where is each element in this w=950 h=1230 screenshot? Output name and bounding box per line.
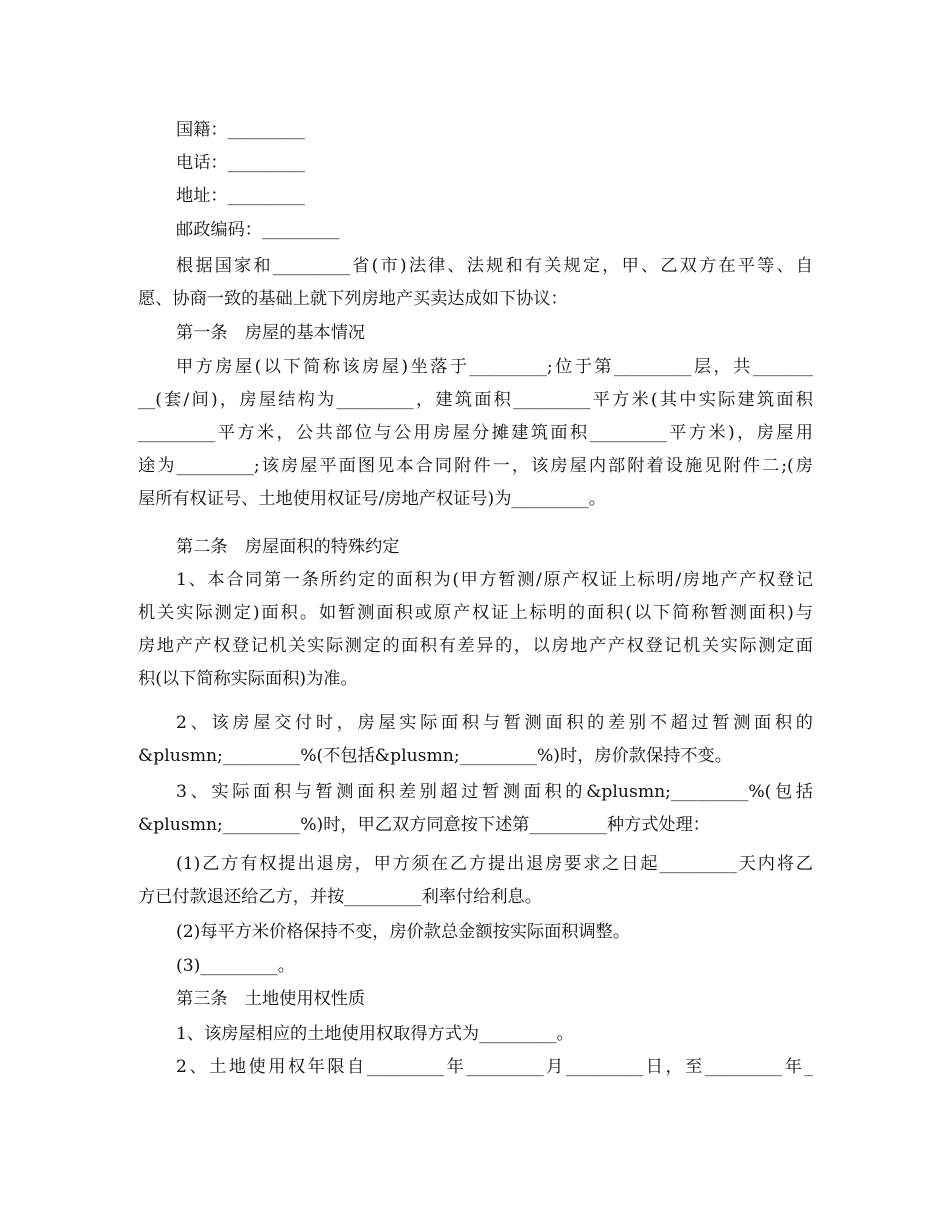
text-line: 愿、协商一致的基础上就下列房地产买卖达成如下协议：: [138, 289, 568, 309]
text-line: 3、实际面积与暂测面积差别超过暂测面积的&plusmn;_________%(包括: [176, 782, 813, 802]
option-1: [138, 848, 813, 914]
text-line: 第一条 房屋的基本情况: [176, 323, 366, 343]
option-3: [138, 950, 813, 983]
text-line: 根据国家和_________省(市)法律、法规和有关规定，甲、乙双方在平等、自: [176, 256, 813, 276]
text-line: 房地产产权登记机关实际测定的面积有差异的，以房地产产权登记机关实际测定面: [138, 636, 813, 656]
article-2-heading: [138, 531, 813, 564]
article-2-clause-2: [138, 707, 813, 773]
text-line: 屋所有权证号、土地使用权证号/房地产权证号)为_________。: [138, 489, 606, 509]
article-3-clause-1: [138, 1018, 813, 1051]
text-line: (2)每平方米价格保持不变，房价款总金额按实际面积调整。: [176, 922, 631, 942]
article-3-heading: [138, 983, 813, 1016]
article-3-clause-2: [138, 1051, 813, 1084]
text-line: &plusmn;_________%)时，甲乙双方同意按下述第_________种方式处理：: [138, 815, 710, 835]
text-line: 第三条 土地使用权性质: [176, 989, 366, 1009]
text-line: 途为_________;该房屋平面图见本合同附件一，该房屋内部附着设施见附件二;(房: [138, 456, 813, 476]
text-line: (3)_________。: [176, 956, 295, 976]
text-line: 电话：_________: [176, 153, 305, 173]
article-2-clause-3: [138, 776, 813, 842]
text-line: 2、该房屋交付时，房屋实际面积与暂测面积的差别不超过暂测面积的: [176, 713, 813, 733]
text-line: __(套/间)，房屋结构为_________，建筑面积_________平方米(其中实际建筑面积: [138, 390, 813, 410]
agreement-preamble: [138, 250, 813, 316]
text-line: (1)乙方有权提出退房，甲方须在乙方提出退房要求之日起_________天内将乙: [176, 854, 813, 874]
option-2: [138, 916, 813, 949]
nationality-field: [138, 114, 813, 147]
text-line: 国籍：_________: [176, 120, 305, 140]
article-1-body: [138, 351, 813, 516]
article-2-clause-1: [138, 564, 813, 696]
text-line: &plusmn;_________%(不包括&plusmn;_________%)时，房价款保持不变。: [138, 746, 732, 766]
text-line: 第二条 房屋面积的特殊约定: [176, 537, 400, 557]
text-line: 甲方房屋(以下简称该房屋)坐落于_________;位于第_________层，共_______: [176, 357, 813, 377]
text-line: 邮政编码：_________: [176, 220, 340, 240]
text-line: _________平方米，公共部位与公用房屋分摊建筑面积_________平方米)，房屋用: [138, 423, 813, 443]
text-line: 机关实际测定)面积。如暂测面积或原产权证上标明的面积(以下简称暂测面积)与: [138, 603, 813, 623]
text-line: 2、土地使用权年限自_________年_________月_________日，至_________年_: [176, 1057, 813, 1077]
address-field: [138, 180, 813, 213]
postal-code-field: [138, 214, 813, 247]
phone-field: [138, 147, 813, 180]
text-line: 积(以下简称实际面积)为准。: [138, 669, 358, 689]
text-line: 1、本合同第一条所约定的面积为(甲方暂测/原产权证上标明/房地产产权登记: [176, 570, 813, 590]
article-1-heading: [138, 317, 813, 350]
text-line: 方已付款退还给乙方，并按_________利率付给利息。: [138, 887, 542, 907]
text-line: 地址：_________: [176, 186, 305, 206]
text-line: 1、该房屋相应的土地使用权取得方式为_________。: [176, 1024, 574, 1044]
